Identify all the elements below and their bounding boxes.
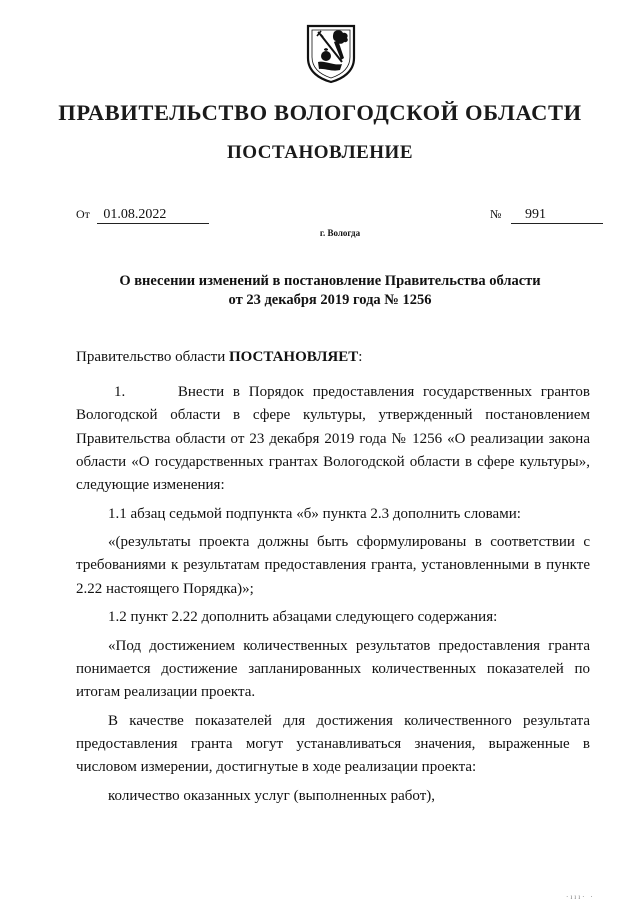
date-value: 01.08.2022: [97, 207, 209, 224]
paragraph: В качестве показателей для достижения количественного результата предоставления гранта могут устанавливаться значения, выраженные в числовом измерении, достигнутые в ходе реализации проекта:: [76, 712, 590, 776]
preamble-verb: ПОСТАНОВЛЯЕТ: [228, 349, 359, 365]
preamble: [76, 346, 590, 369]
number-label: №: [490, 207, 502, 221]
organization-title: ПРАВИТЕЛЬСТВО ВОЛОГОДСКОЙ ОБЛАСТИ: [58, 100, 582, 125]
number-field: [490, 207, 603, 224]
corner-scan-mark: ·ııı· ·: [566, 893, 595, 901]
paragraph: 1.1 абзац седьмой подпункта «б» пункта 2.3 дополнить словами:: [108, 505, 521, 522]
city-label: г. Вологда: [319, 228, 361, 238]
date-field: [76, 207, 209, 224]
preamble-lead: Правительство области: [76, 349, 226, 365]
paragraph: 1. Внести в Порядок предоставления государственных грантов Вологодской области в сфере культуры, утвержденный постановлением Правительства области от 23 декабря 2019 года № 1256 «О реализации закона области «О государственных грантах Вологодской области в сфере культуры», следующие изменения:: [76, 384, 590, 494]
document-subject: [80, 272, 580, 310]
subject-line-2: от 23 декабря 2019 года № 1256: [228, 292, 432, 308]
number-value: 991: [511, 207, 603, 224]
document-type: ПОСТАНОВЛЕНИЕ: [226, 142, 414, 163]
paragraph: 1.2 пункт 2.22 дополнить абзацами следующего содержания:: [108, 609, 498, 626]
document-body: [76, 346, 590, 813]
preamble-tail: :: [358, 349, 363, 365]
paragraph: «(результаты проекта должны быть сформулированы в соответствии с требованиями к результатам предоставления гранта, установленными в пункте 2.22 настоящего Порядка)»;: [76, 534, 590, 597]
subject-line-1: О внесении изменений в постановление Правительства области: [119, 273, 541, 289]
paragraph: количество оказанных услуг (выполненных работ),: [108, 787, 436, 804]
coat-of-arms-emblem: [304, 22, 358, 84]
date-label: От: [76, 207, 90, 221]
paragraph: «Под достижением количественных результатов предоставления гранта понимается достижение запланированных количественных показателей по итогам реализации проекта.: [76, 637, 590, 701]
